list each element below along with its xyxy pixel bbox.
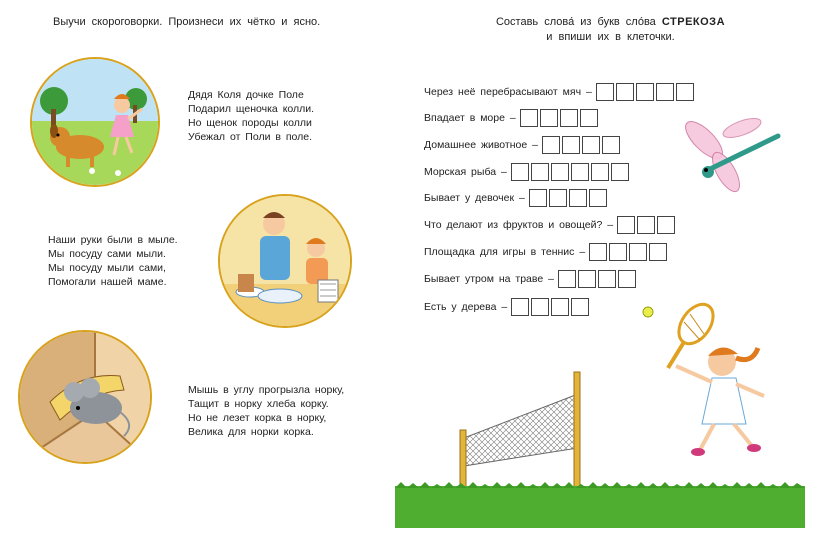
poem-3	[188, 383, 344, 439]
question-row	[424, 82, 696, 102]
answer-cell[interactable]	[540, 109, 558, 127]
answer-cell[interactable]	[629, 243, 647, 261]
question-row	[424, 135, 622, 155]
poem-line: Но не лезет корка в норку,	[188, 412, 327, 424]
poem-line: Дядя Коля дочке Поле	[188, 89, 304, 101]
dragonfly-icon	[678, 110, 788, 200]
answer-boxes	[520, 109, 600, 127]
question-text: Впадает в море –	[424, 112, 516, 124]
washing-dishes-illustration	[218, 194, 352, 328]
answer-cell[interactable]	[511, 298, 529, 316]
poem-line: Велика для норки корка.	[188, 426, 314, 438]
question-text: Площадка для игры в теннис –	[424, 246, 586, 258]
mouse-illustration	[18, 330, 152, 464]
answer-cell[interactable]	[602, 136, 620, 154]
answer-cell[interactable]	[649, 243, 667, 261]
washing-dishes-picture	[220, 196, 350, 326]
answer-cell[interactable]	[637, 216, 655, 234]
answer-cell[interactable]	[562, 136, 580, 154]
question-row	[424, 162, 631, 182]
question-text: Домашнее животное –	[424, 139, 538, 151]
question-row	[424, 242, 669, 262]
poem-line: Убежал от Поли в поле.	[188, 131, 313, 143]
poem-line: Наши руки были в мыле.	[48, 234, 178, 246]
poem-line: Подарил щеночка колли.	[188, 103, 315, 115]
question-text: Морская рыба –	[424, 166, 507, 178]
poem-2	[48, 233, 178, 289]
answer-cell[interactable]	[558, 270, 576, 288]
answer-cell[interactable]	[617, 216, 635, 234]
question-text: Бывает утром на траве –	[424, 273, 554, 285]
question-row	[424, 269, 638, 289]
answer-cell[interactable]	[531, 298, 549, 316]
answer-cell[interactable]	[549, 189, 567, 207]
question-text: Через неё перебрасывают мяч –	[424, 86, 592, 98]
answer-cell[interactable]	[596, 83, 614, 101]
left-instruction: Выучи скороговорки. Произнеси их чётко и ясно.	[53, 16, 321, 28]
poem-line: Мышь в углу прогрызла норку,	[188, 384, 345, 396]
answer-cell[interactable]	[636, 83, 654, 101]
answer-boxes	[542, 136, 622, 154]
poem-line: Мы посуду сами мыли.	[48, 248, 166, 260]
right-page	[400, 0, 821, 543]
poem-line: Но щенок породы колли	[188, 117, 312, 129]
answer-boxes	[589, 243, 669, 261]
girl-puppy-picture	[32, 59, 158, 185]
question-row	[424, 297, 591, 317]
poem-line: Мы посуду мыли сами,	[48, 262, 166, 274]
question-text: Бывает у девочек –	[424, 192, 525, 204]
task-title	[400, 15, 821, 45]
answer-boxes	[596, 83, 696, 101]
answer-cell[interactable]	[657, 216, 675, 234]
answer-cell[interactable]	[589, 243, 607, 261]
answer-boxes	[511, 298, 591, 316]
mouse-picture	[20, 332, 150, 462]
answer-cell[interactable]	[611, 163, 629, 181]
answer-boxes	[511, 163, 631, 181]
answer-cell[interactable]	[676, 83, 694, 101]
tennis-net-icon	[452, 370, 592, 500]
answer-cell[interactable]	[571, 298, 589, 316]
tennis-girl-icon	[640, 300, 770, 460]
girl-puppy-illustration	[30, 57, 160, 187]
answer-cell[interactable]	[569, 189, 587, 207]
answer-cell[interactable]	[618, 270, 636, 288]
task-title-line2: и впиши их в клеточки.	[546, 31, 675, 43]
answer-cell[interactable]	[591, 163, 609, 181]
task-title-line1: Составь слова́ из букв сло́ва	[495, 16, 656, 28]
answer-cell[interactable]	[598, 270, 616, 288]
poem-line: Тащит в норку хлеба корку.	[188, 398, 329, 410]
answer-cell[interactable]	[551, 163, 569, 181]
answer-cell[interactable]	[580, 109, 598, 127]
answer-boxes	[617, 216, 677, 234]
answer-cell[interactable]	[609, 243, 627, 261]
poem-line: Помогали нашей маме.	[48, 276, 167, 288]
answer-cell[interactable]	[529, 189, 547, 207]
answer-cell[interactable]	[589, 189, 607, 207]
answer-cell[interactable]	[511, 163, 529, 181]
answer-cell[interactable]	[531, 163, 549, 181]
answer-cell[interactable]	[656, 83, 674, 101]
question-text: Что делают из фруктов и овощей? –	[424, 219, 614, 231]
answer-cell[interactable]	[542, 136, 560, 154]
answer-cell[interactable]	[582, 136, 600, 154]
task-title-word: СТРЕКОЗА	[661, 16, 726, 28]
answer-cell[interactable]	[616, 83, 634, 101]
grass-ground	[395, 482, 805, 528]
question-row	[424, 108, 600, 128]
poem-1	[188, 88, 314, 144]
answer-cell[interactable]	[571, 163, 589, 181]
question-row	[424, 188, 609, 208]
answer-cell[interactable]	[520, 109, 538, 127]
answer-cell[interactable]	[551, 298, 569, 316]
answer-cell[interactable]	[578, 270, 596, 288]
answer-cell[interactable]	[560, 109, 578, 127]
left-page	[0, 0, 400, 543]
answer-boxes	[529, 189, 609, 207]
answer-boxes	[558, 270, 638, 288]
question-row	[424, 215, 677, 235]
question-text: Есть у дерева –	[424, 301, 508, 313]
